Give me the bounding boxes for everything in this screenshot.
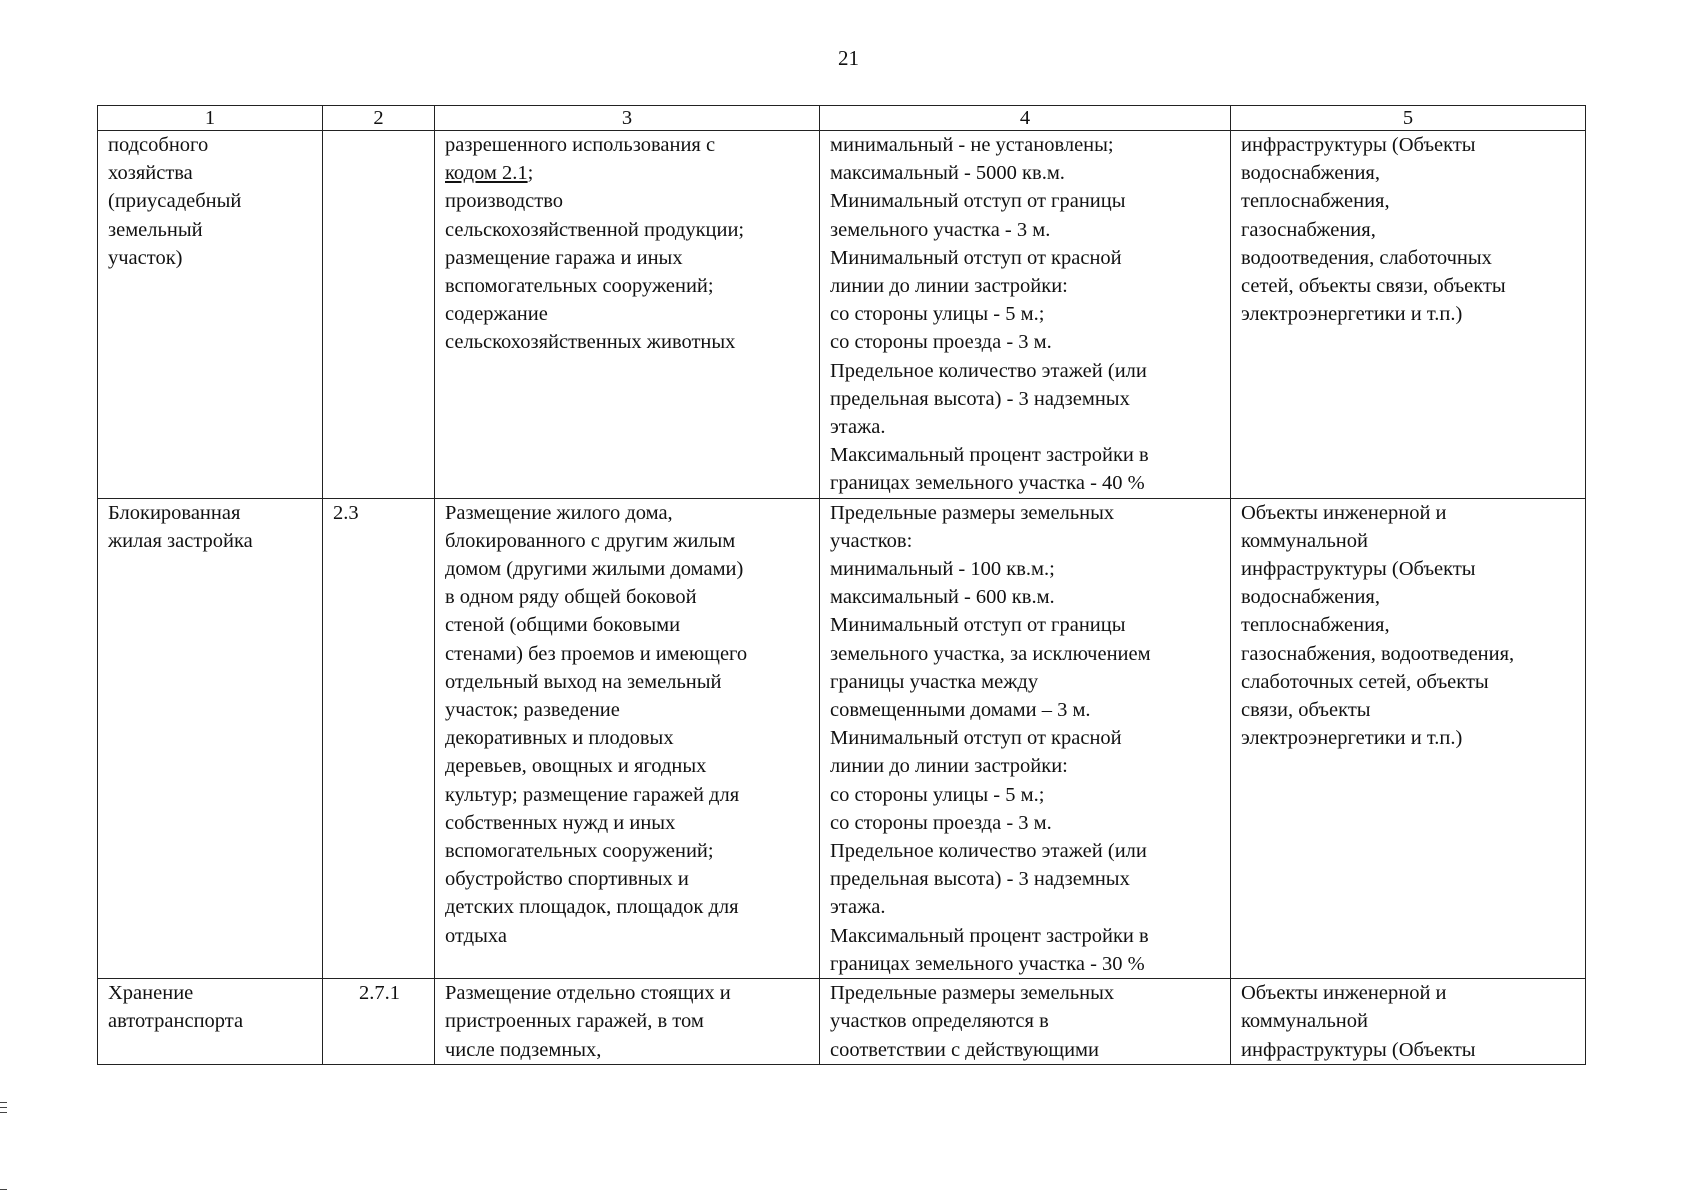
cell-text-line: участок; разведение — [445, 699, 620, 722]
cell-use-type — [98, 498, 323, 978]
cell-text-line: Минимальный отступ от границы — [830, 190, 1126, 213]
cell-text-line: Максимальный процент застройки в — [830, 924, 1149, 947]
cell-text-line: газоснабжения, — [1241, 218, 1376, 241]
cell-text-line: Размещение отдельно стоящих и — [445, 982, 731, 1005]
scan-edge-mark — [0, 1112, 7, 1113]
table-header-row — [98, 106, 1586, 131]
cell-parameters — [820, 131, 1231, 499]
cell-text-line: инфраструктуры (Объекты — [1241, 558, 1476, 581]
cell-text-line: минимальный - 100 кв.м.; — [830, 558, 1055, 581]
column-header: 1 — [98, 106, 323, 131]
column-header: 3 — [435, 106, 820, 131]
cell-text-line: вспомогательных сооружений; — [445, 275, 714, 298]
cell-text-line: вспомогательных сооружений; — [445, 840, 714, 863]
column-header: 4 — [820, 106, 1231, 131]
cell-text-line: Размещение жилого дома, — [445, 501, 673, 524]
cell-text-line: стеной (общими боковыми — [445, 614, 681, 637]
cell-text-line: Предельное количество этажей (или — [830, 840, 1147, 863]
cell-text-line: отдыха — [445, 924, 507, 947]
cell-code — [323, 131, 435, 499]
code-reference-link[interactable]: кодом 2.1 — [445, 162, 528, 185]
scan-edge-mark — [0, 1102, 7, 1103]
cell-text-line: домом (другими жилыми домами) — [445, 558, 744, 581]
cell-text-line: земельный — [108, 218, 203, 241]
cell-text-line: декоративных и плодовых — [445, 727, 674, 750]
cell-text-line: водоснабжения, — [1241, 586, 1380, 609]
cell-text-line: границы участка между — [830, 670, 1039, 693]
cell-text-line: детских площадок, площадок для — [445, 896, 739, 919]
cell-text-line: жилая застройка — [108, 529, 253, 552]
cell-text-line: Предельные размеры земельных — [830, 501, 1115, 524]
table-row — [98, 131, 1586, 499]
cell-text-line: Максимальный процент застройки в — [830, 444, 1149, 467]
cell-text-line: числе подземных, — [445, 1038, 602, 1061]
cell-use-type — [98, 131, 323, 499]
cell-text-line: инфраструктуры (Объекты — [1241, 134, 1476, 156]
cell-text-line: этажа. — [830, 416, 886, 439]
cell-text-line: подсобного — [108, 134, 209, 156]
cell-text-line: предельная высота) - 3 надземных — [830, 868, 1130, 891]
cell-text-line: хозяйства — [108, 162, 193, 185]
cell-text-line: Минимальный отступ от красной — [830, 246, 1122, 269]
description-lines — [445, 187, 811, 356]
cell-text-line: предельная высота) - 3 надземных — [830, 387, 1130, 410]
cell-text-line: Объекты инженерной и — [1241, 501, 1447, 524]
cell-text-line: границах земельного участка - 40 % — [830, 472, 1145, 495]
cell-description — [435, 498, 820, 978]
cell-text-line: земельного участка - 3 м. — [830, 218, 1051, 241]
cell-text-line: Блокированная — [108, 501, 241, 524]
cell-text-line: участков определяются в — [830, 1010, 1049, 1033]
cell-code: 2.3 — [323, 498, 435, 978]
cell-text-line: со стороны улицы - 5 м.; — [830, 783, 1045, 806]
cell-text-line: собственных нужд и иных — [445, 811, 676, 834]
cell-text-line: стенами) без проемов и имеющего — [445, 642, 748, 665]
cell-text-line: границах земельного участка - 30 % — [830, 952, 1145, 975]
cell-text-line: совмещенными домами – 3 м. — [830, 699, 1091, 722]
cell-text-line: в одном ряду общей боковой — [445, 586, 697, 609]
cell-text-line: электроэнергетики и т.п.) — [1241, 727, 1463, 750]
cell-text-line: максимальный - 600 кв.м. — [830, 586, 1055, 609]
cell-text-line: участков: — [830, 529, 913, 552]
cell-description — [435, 979, 820, 1065]
cell-text-line: производство — [445, 190, 564, 213]
scan-edge-mark — [0, 1107, 7, 1108]
cell-text-line: сельскохозяйственных животных — [445, 331, 736, 354]
land-use-table — [97, 105, 1586, 1065]
cell-use-type — [98, 979, 323, 1065]
cell-text-line: электроэнергетики и т.п.) — [1241, 303, 1463, 326]
cell-text-line: связи, объекты — [1241, 699, 1371, 722]
column-header: 2 — [323, 106, 435, 131]
table-row — [98, 498, 1586, 978]
cell-text-line: инфраструктуры (Объекты — [1241, 1038, 1476, 1061]
cell-text-line: водоотведения, слаботочных — [1241, 246, 1492, 269]
cell-text-line: содержание — [445, 303, 548, 326]
cell-infrastructure — [1231, 131, 1586, 499]
cell-text-line: сетей, объекты связи, объекты — [1241, 275, 1506, 298]
code-reference-suffix: ; — [527, 162, 534, 185]
cell-text-line: теплоснабжения, — [1241, 190, 1390, 213]
cell-text-line: Хранение — [108, 982, 194, 1005]
cell-text-line: слаботочных сетей, объекты — [1241, 670, 1489, 693]
cell-text-line: Предельные размеры земельных — [830, 982, 1115, 1005]
cell-code: 2.7.1 — [323, 979, 435, 1065]
cell-text-line: деревьев, овощных и ягодных — [445, 755, 707, 778]
cell-text-line: отдельный выход на земельный — [445, 670, 722, 693]
cell-text-line: Предельное количество этажей (или — [830, 359, 1147, 382]
cell-text-line: (приусадебный — [108, 190, 242, 213]
table-row — [98, 979, 1586, 1065]
cell-text-line: линии до линии застройки: — [830, 755, 1068, 778]
cell-text-line: линии до линии застройки: — [830, 275, 1068, 298]
cell-text-line: со стороны проезда - 3 м. — [830, 811, 1052, 834]
cell-infrastructure — [1231, 979, 1586, 1065]
cell-text-line: культур; размещение гаражей для — [445, 783, 740, 806]
cell-text-line: коммунальной — [1241, 1010, 1368, 1033]
cell-text-line: пристроенных гаражей, в том — [445, 1010, 704, 1033]
cell-text-line: максимальный - 5000 кв.м. — [830, 162, 1065, 185]
scan-edge-mark — [0, 1189, 7, 1190]
cell-text-line: водоснабжения, — [1241, 162, 1380, 185]
cell-text-line: коммунальной — [1241, 529, 1368, 552]
description-line: разрешенного использования с — [445, 134, 716, 156]
cell-text-line: автотранспорта — [108, 1010, 244, 1033]
cell-text-line: Минимальный отступ от границы — [830, 614, 1126, 637]
cell-text-line: минимальный - не установлены; — [830, 134, 1114, 156]
cell-parameters — [820, 498, 1231, 978]
cell-text-line: блокированного с другим жилым — [445, 529, 736, 552]
cell-text-line: Объекты инженерной и — [1241, 982, 1447, 1005]
cell-text-line: Минимальный отступ от красной — [830, 727, 1122, 750]
cell-text-line: размещение гаража и иных — [445, 246, 683, 269]
cell-text-line: сельскохозяйственной продукции; — [445, 218, 745, 241]
page-number: 21 — [838, 46, 859, 70]
cell-text-line: газоснабжения, водоотведения, — [1241, 642, 1515, 665]
cell-text-line: этажа. — [830, 896, 886, 919]
cell-parameters — [820, 979, 1231, 1065]
cell-text-line: теплоснабжения, — [1241, 614, 1390, 637]
cell-description — [435, 131, 820, 499]
cell-text-line: со стороны улицы - 5 м.; — [830, 303, 1045, 326]
column-header: 5 — [1231, 106, 1586, 131]
cell-text-line: земельного участка, за исключением — [830, 642, 1151, 665]
description-line — [445, 159, 811, 187]
cell-text-line: со стороны проезда - 3 м. — [830, 331, 1052, 354]
cell-infrastructure — [1231, 498, 1586, 978]
cell-text-line: соответствии с действующими — [830, 1038, 1099, 1061]
cell-text-line: участок) — [108, 246, 183, 269]
cell-text-line: обустройство спортивных и — [445, 868, 689, 891]
